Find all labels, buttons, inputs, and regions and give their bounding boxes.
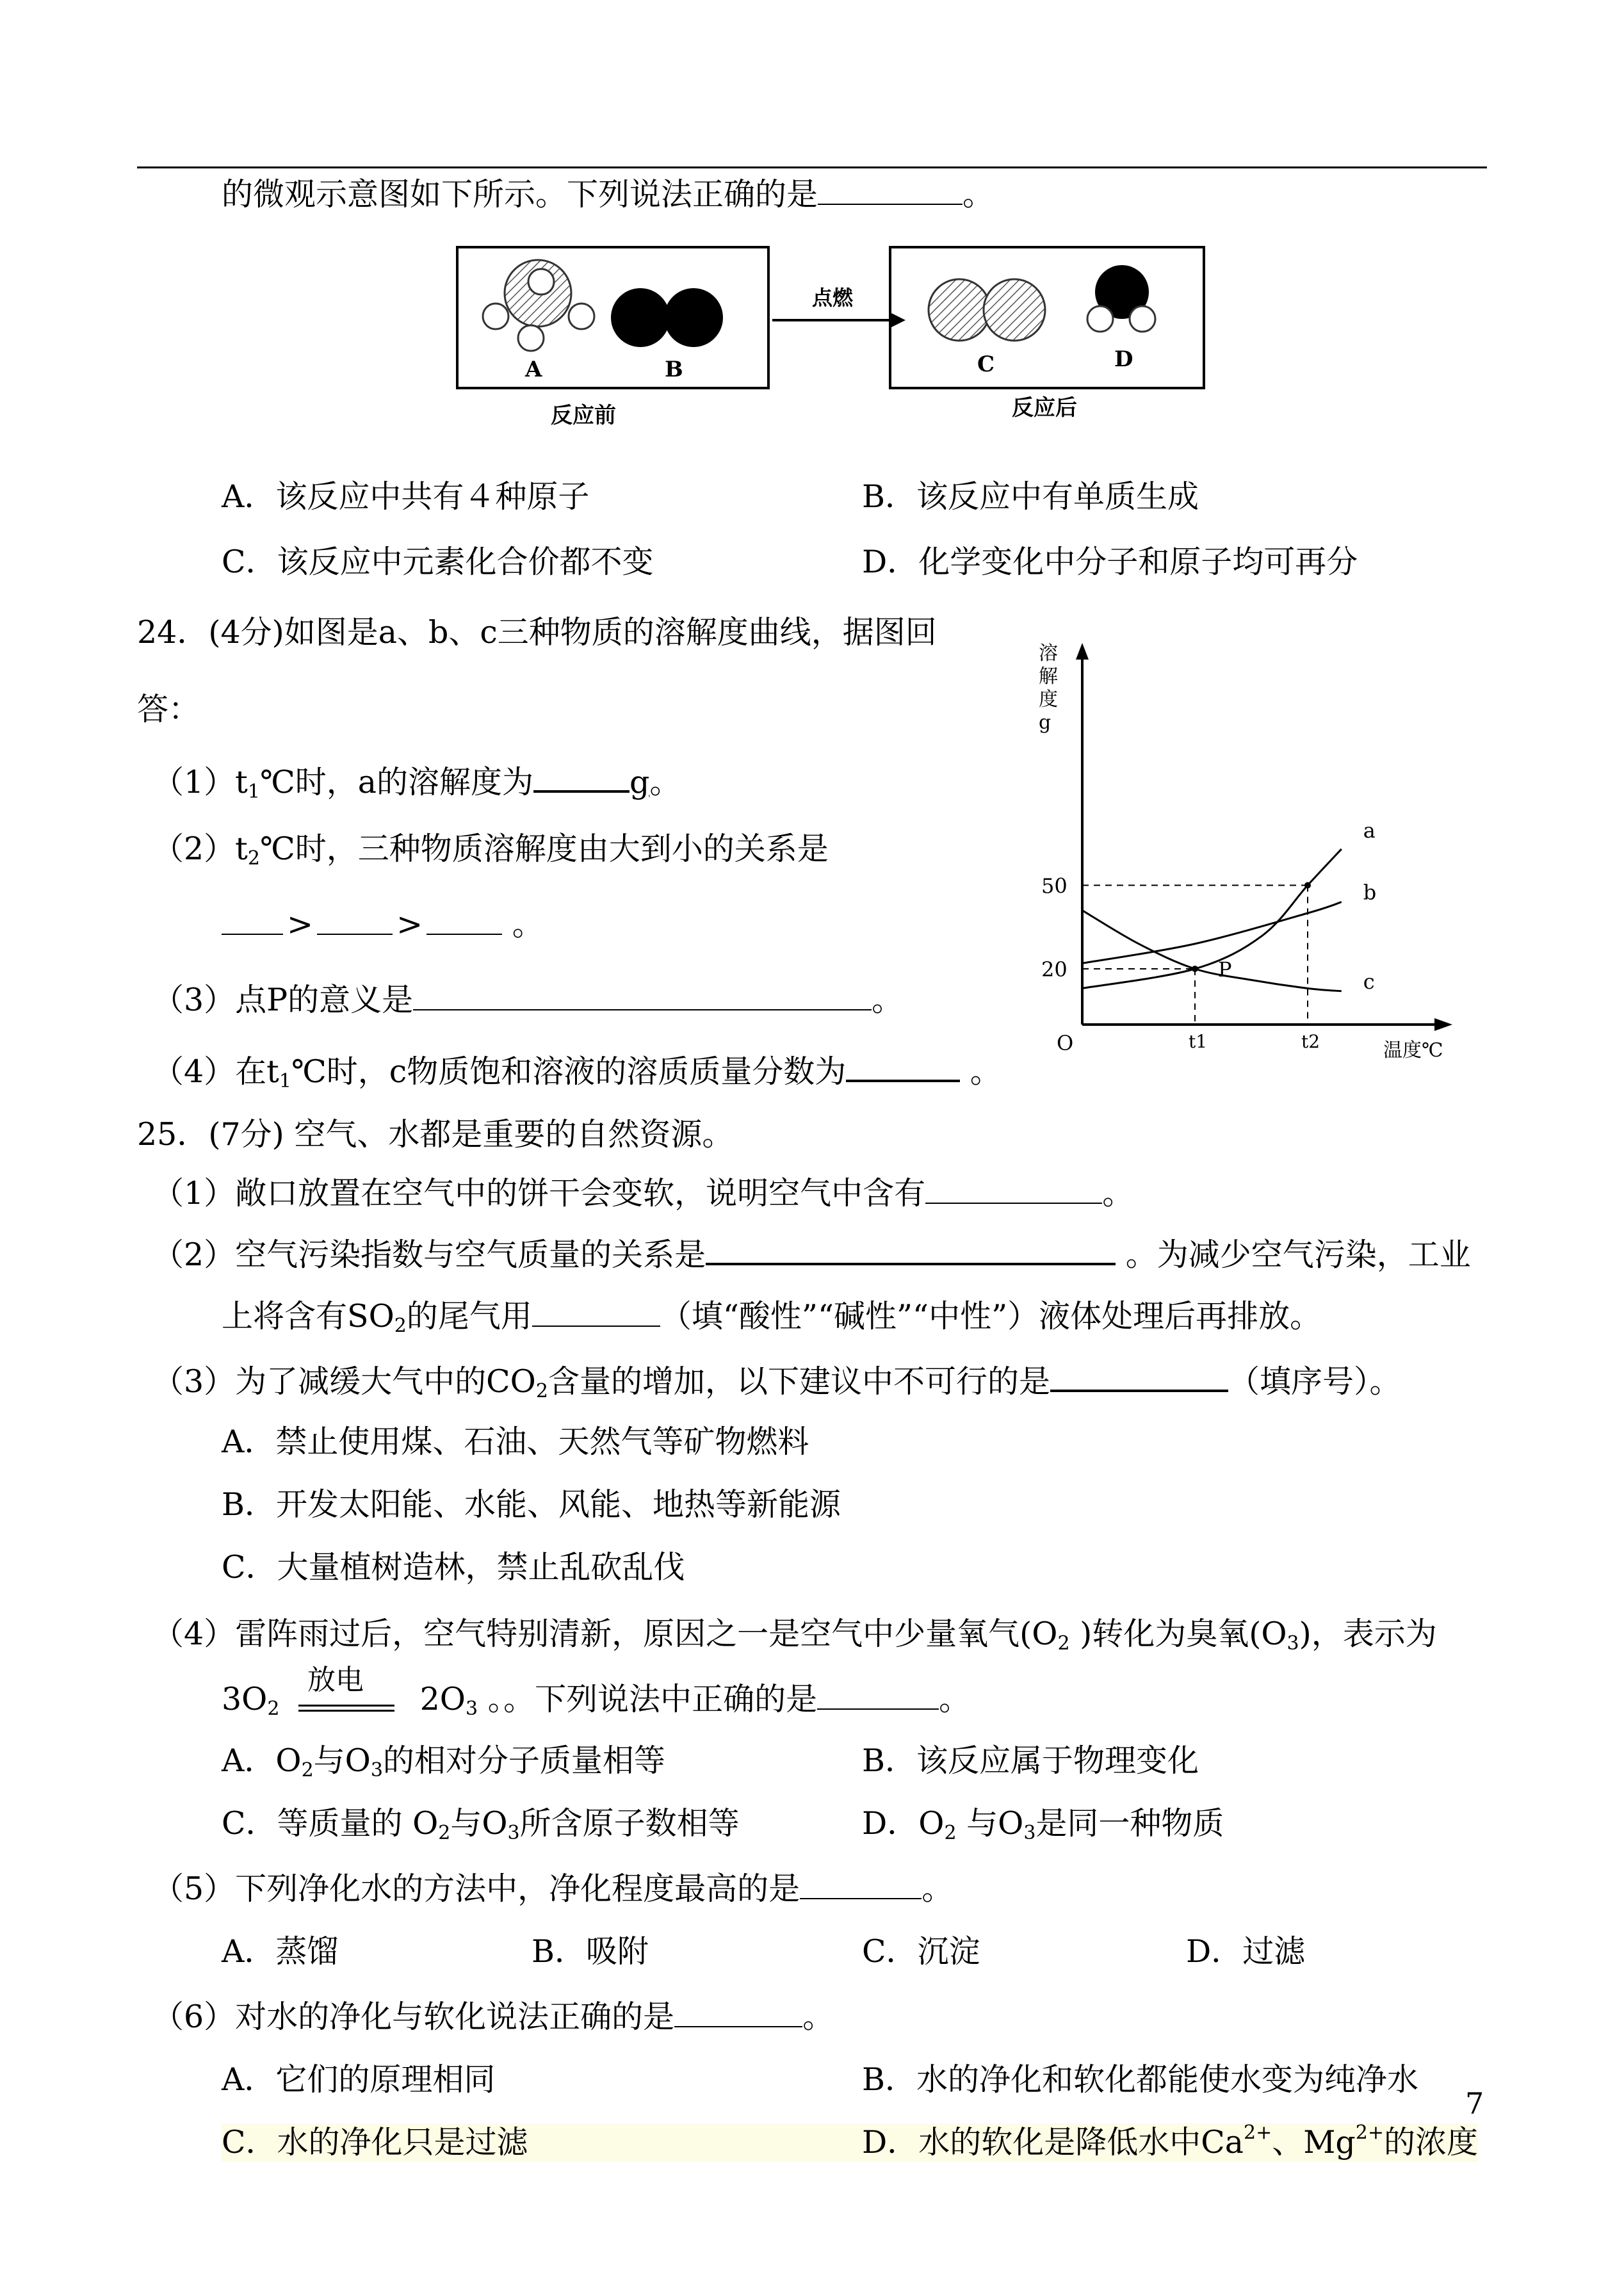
point-a-t2 xyxy=(1304,882,1311,889)
tick-y-50: 50 xyxy=(1041,873,1068,898)
q25-sub3-option-a: A．禁止使用煤、石油、天然气等矿物燃料 xyxy=(222,1423,809,1460)
q25-sub5-option-d: D．过滤 xyxy=(1186,1933,1306,1970)
y-axis-arrow xyxy=(1076,643,1089,660)
x-axis-arrow xyxy=(1434,1018,1452,1031)
q25-sub4-option-a: A．$O_2$与$O_3$的相对分子质量相等 xyxy=(222,1742,665,1781)
curve-c xyxy=(1082,911,1342,991)
q25-sub3-option-c: C．大量植树造林，禁止乱砍乱伐 xyxy=(222,1549,685,1585)
curve-b xyxy=(1082,902,1342,964)
q24-sub4: （4）在$t_1℃$时，c物质饱和溶液的溶质质量分数为 。 xyxy=(152,1050,1002,1091)
q23-option-c: C．该反应中元素化合价都不变 xyxy=(222,544,654,580)
q25-sub6-option-d: D．水的软化是降低水中$Ca^{2+}$、$Mg^{2+}$的浓度 xyxy=(862,2121,1479,2161)
curve-label-c: c xyxy=(1363,969,1375,994)
q25-sub6-option-a: A．它们的原理相同 xyxy=(222,2061,496,2098)
q24-stem-2: 答： xyxy=(137,691,200,727)
label-b: B xyxy=(665,357,683,382)
q25-sub6: （6）对水的净化与软化说法正确的是 。 xyxy=(152,1997,834,2036)
tick-x-t2: t2 xyxy=(1301,1031,1320,1052)
q25-sub5-option-a: A．蒸馏 xyxy=(222,1933,339,1970)
caption-before: 反应前 xyxy=(551,403,616,428)
q25-sub2-line2: 上将含有$SO_2$的尾气用 （填“酸性”“碱性”“中性”）液体处理后再排放。 xyxy=(222,1296,1321,1336)
q25-sub3-option-b: B．开发太阳能、水能、风能、地热等新能源 xyxy=(222,1486,841,1523)
origin-label: O xyxy=(1057,1031,1074,1055)
q25-sub5-option-c: C．沉淀 xyxy=(862,1933,980,1970)
q24-sub2-answer: > > 。 xyxy=(222,904,544,944)
curve-label-a: a xyxy=(1363,818,1376,843)
tick-x-t1: t1 xyxy=(1189,1031,1208,1052)
q24-sub2: $(2)t_2℃$时，三种物质溶解度由大到小的关系是 xyxy=(152,831,829,870)
q23-option-b: B．该反应中有单质生成 xyxy=(862,478,1199,515)
reaction-diagram xyxy=(448,243,1230,448)
caption-after: 反应后 xyxy=(1012,395,1077,421)
tick-y-20: 20 xyxy=(1041,957,1068,982)
x-axis-label: 温度℃ xyxy=(1383,1039,1443,1062)
q24-stem: 24．(4分)如图是a、b、c三种物质的溶解度曲线，据图回 xyxy=(137,614,937,651)
point-p-label: P xyxy=(1218,957,1232,982)
q25-stem: 25．(7分) 空气、水都是重要的自然资源。 xyxy=(137,1116,734,1153)
q25-sub5: （5）下列净化水的方法中，净化程度最高的是 。 xyxy=(152,1869,953,1908)
arrow-text: 点燃 xyxy=(812,286,854,310)
q23-intro: 的微观示意图如下所示。下列说法正确的是 。 xyxy=(222,174,994,214)
reaction-condition: 放电 xyxy=(298,1680,401,1719)
curve-a xyxy=(1082,849,1342,989)
molecule-b-atom-1 xyxy=(611,288,670,347)
q25-sub4-option-b: B．该反应属于物理变化 xyxy=(862,1742,1199,1779)
point-p xyxy=(1192,966,1198,972)
q25-sub5-option-b: B．吸附 xyxy=(532,1933,649,1970)
solubility-chart xyxy=(1012,634,1473,1082)
q25-sub6-option-c: C．水的净化只是过滤 xyxy=(222,2123,887,2162)
molecule-b-atom-2 xyxy=(664,288,723,347)
q25-sub3: （3）为了减缓大气中的$CO_2$含量的增加，以下建议中不可行的是 （填序号）。 xyxy=(152,1360,1401,1401)
q24-sub1: $(1)t_1℃$时，a的溶解度为 g。 xyxy=(152,761,681,802)
curve-label-b: b xyxy=(1363,880,1377,905)
label-c: C xyxy=(977,352,995,377)
q25-sub2: （2）空气污染指数与空气质量的关系是 。为减少空气污染，工业 xyxy=(152,1233,1471,1274)
q25-sub6-option-b: B．水的净化和软化都能使水变为纯净水 xyxy=(862,2061,1419,2098)
q25-sub1: （1）敞口放置在空气中的饼干会变软，说明空气中含有 。 xyxy=(152,1173,1133,1213)
q23-option-d: D．化学变化中分子和原子均可再分 xyxy=(862,544,1358,580)
q25-sub4-option-d: D．$O_2$ 与$O_3$是同一种物质 xyxy=(862,1805,1224,1844)
header-rule xyxy=(137,166,1487,168)
page-number: 7 xyxy=(1465,2086,1484,2121)
molecule-c-atom-1 xyxy=(929,279,990,341)
q25-sub4: （4）雷阵雨过后，空气特别清新，原因之一是空气中少量氧气($O_2$ )转化为臭氧$(O_3)$，表示为 xyxy=(152,1616,1437,1655)
q25-sub4-option-c: C．等质量的 $O_2$与$O_3$所含原子数相等 xyxy=(222,1805,740,1844)
q24-sub3: （3）点P的意义是 。 xyxy=(152,980,903,1019)
label-d: D xyxy=(1114,346,1133,372)
label-a: A xyxy=(525,357,542,382)
q25-sub4-equation: $3O_2$ 放电 $2O_3$ 。。下列说法中正确的是 。 xyxy=(222,1664,971,1720)
q23-option-a: A．该反应中共有４种原子 xyxy=(222,478,590,515)
molecule-c-atom-2 xyxy=(984,279,1045,341)
y-axis-label: 溶解度 g xyxy=(1039,642,1058,734)
